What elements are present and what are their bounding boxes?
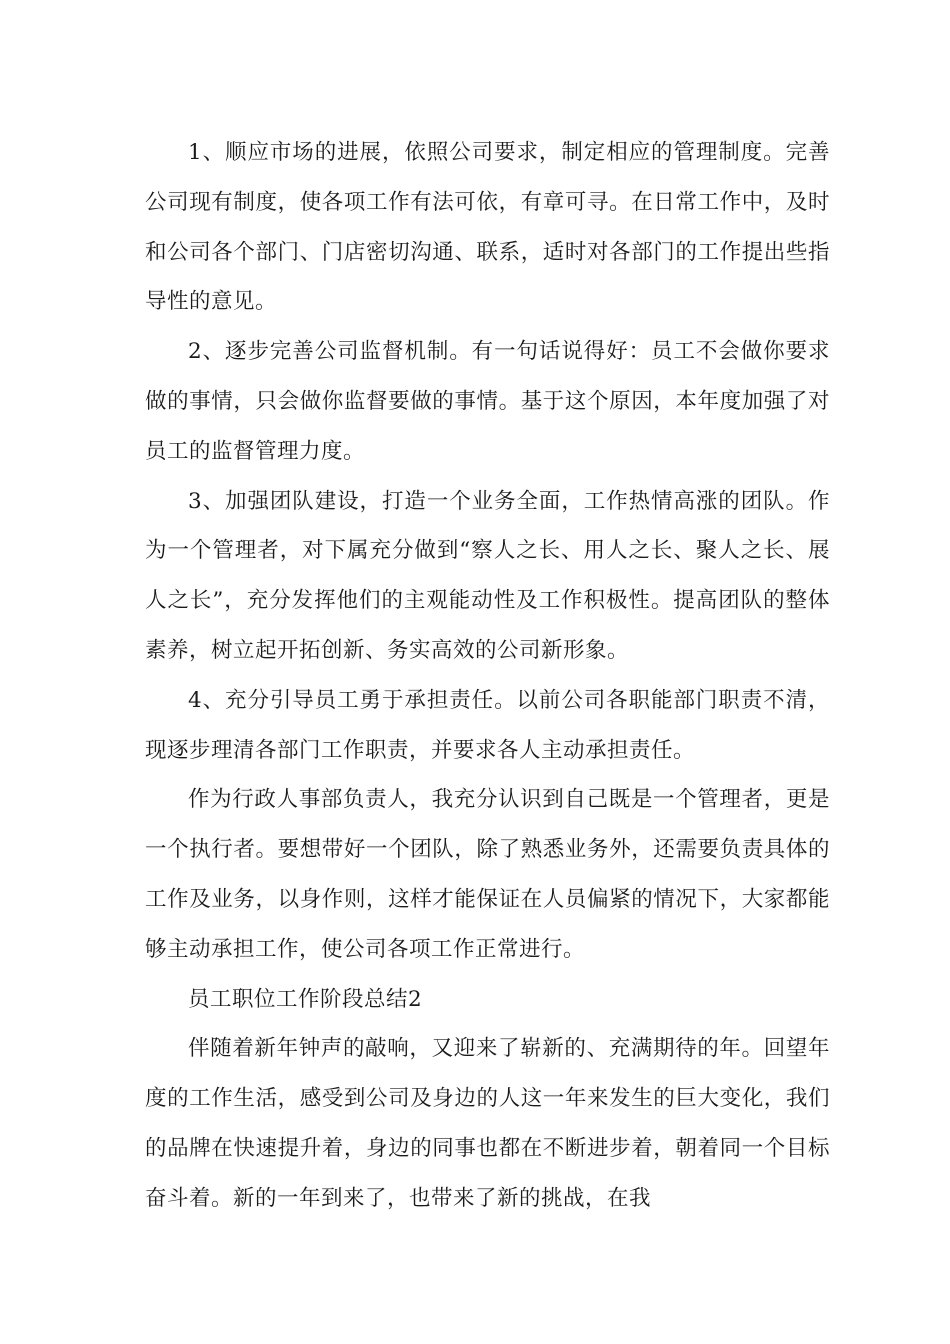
document-body [145,128,830,1224]
paragraph-item-4: 4、充分引导员工勇于承担责任。以前公司各职能部门职责不清，现逐步理清各部门工作职责，并要求各人主动承担责任。 [145,687,830,763]
paragraph-item-2: 2、逐步完善公司监督机制。有一句话说得好：员工不会做你要求做的事情，只会做你监督要做的事情。基于这个原因，本年度加强了对员工的监督管理力度。 [145,339,830,464]
section-heading: 员工职位工作阶段总结2 [188,986,423,1012]
paragraph-item-3: 3、加强团队建设，打造一个业务全面，工作热情高涨的团队。作为一个管理者，对下属充分做到“察人之长、用人之长、聚人之长、展人之长”，充分发挥他们的主观能动性及工作积极性。提高团队的整体素养，树立起开拓创新、务实高效的公司新形象。 [145,488,830,663]
paragraph-summary: 作为行政人事部负责人，我充分认识到自己既是一个管理者，更是一个执行者。要想带好一个团队，除了熟悉业务外，还需要负责具体的工作及业务，以身作则，这样才能保证在人员偏紧的情况下，大家都能够主动承担工作，使公司各项工作正常进行。 [145,787,830,962]
paragraph-closing: 伴随着新年钟声的敲响，又迎来了崭新的、充满期待的年。回望年度的工作生活，感受到公司及身边的人这一年来发生的巨大变化，我们的品牌在快速提升着，身边的同事也都在不断进步着，朝着同一个目标奋斗着。新的一年到来了，也带来了新的挑战，在我 [145,1036,830,1211]
paragraph-item-1: 1、顺应市场的进展，依照公司要求，制定相应的管理制度。完善公司现有制度，使各项工作有法可依，有章可寻。在日常工作中，及时和公司各个部门、门店密切沟通、联系，适时对各部门的工作提出些指导性的意见。 [145,140,830,315]
